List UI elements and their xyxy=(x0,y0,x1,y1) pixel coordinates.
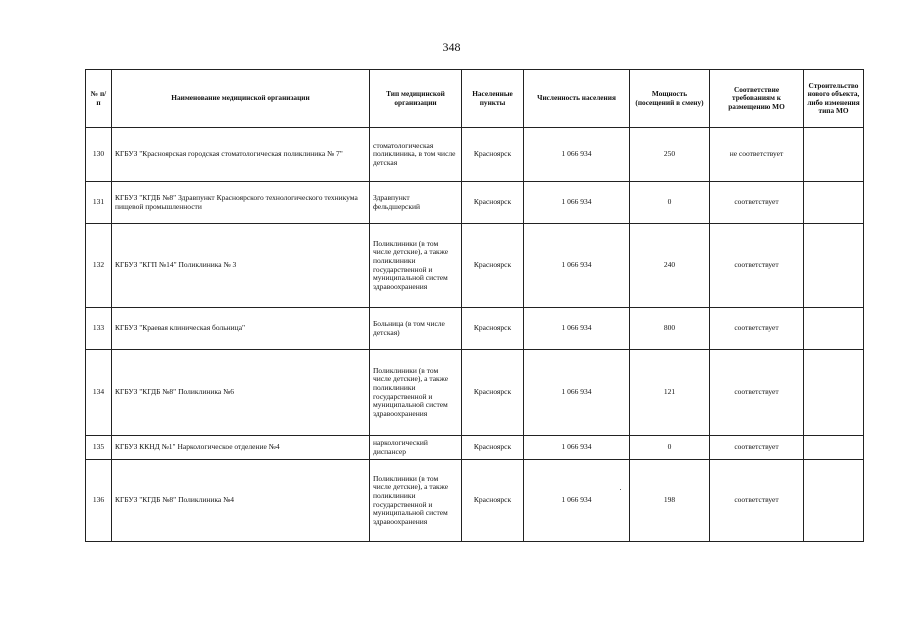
cell-name: КГБУЗ "КГДБ №8" Здравпункт Красноярского технологического техникума пищевой промышленности xyxy=(112,182,370,224)
cell-construction xyxy=(804,224,864,308)
cell-construction xyxy=(804,182,864,224)
table-row xyxy=(86,182,864,224)
header-population: Численность населения xyxy=(524,70,630,128)
cell-population: 1 066 934 xyxy=(524,460,630,542)
cell-num: 132 xyxy=(86,224,112,308)
table-row xyxy=(86,308,864,350)
cell-locality: Красноярск xyxy=(462,308,524,350)
table-row xyxy=(86,350,864,436)
cell-type: Здравпункт фельдшерский xyxy=(370,182,462,224)
header-locality: Населенные пункты xyxy=(462,70,524,128)
cell-type: Поликлиники (в том числе детские), а также поликлиники государственной и муниципальной систем здравоохранения xyxy=(370,224,462,308)
cell-compliance: соответствует xyxy=(710,436,804,460)
cell-compliance: соответствует xyxy=(710,350,804,436)
cell-locality: Красноярск xyxy=(462,224,524,308)
cell-type: стоматологическая поликлиника, в том числе детская xyxy=(370,128,462,182)
header-type: Тип медицинской организации xyxy=(370,70,462,128)
medical-organizations-table xyxy=(85,69,864,542)
header-name: Наименование медицинской организации xyxy=(112,70,370,128)
cell-num: 134 xyxy=(86,350,112,436)
cell-locality: Красноярск xyxy=(462,182,524,224)
cell-capacity: 198 xyxy=(630,460,710,542)
cell-population: 1 066 934 xyxy=(524,182,630,224)
table-row xyxy=(86,128,864,182)
cell-capacity: 240 xyxy=(630,224,710,308)
cell-type: Больница (в том числе детская) xyxy=(370,308,462,350)
header-row xyxy=(86,70,864,128)
cell-population: 1 066 934 xyxy=(524,128,630,182)
cell-locality: Красноярск xyxy=(462,460,524,542)
header-compliance: Соответствие требованиям к размещению МО xyxy=(710,70,804,128)
cell-name: КГБУЗ "КГДБ №8" Поликлиника №6 xyxy=(112,350,370,436)
cell-locality: Красноярск xyxy=(462,350,524,436)
header-capacity: Мощность (посещений в смену) xyxy=(630,70,710,128)
cell-compliance: соответствует xyxy=(710,308,804,350)
cell-construction xyxy=(804,350,864,436)
cell-population: 1 066 934 xyxy=(524,436,630,460)
scan-speck xyxy=(620,489,621,490)
cell-capacity: 0 xyxy=(630,182,710,224)
cell-locality: Красноярск xyxy=(462,128,524,182)
table-row xyxy=(86,436,864,460)
page-number: 348 xyxy=(442,40,461,54)
cell-population: 1 066 934 xyxy=(524,350,630,436)
cell-num: 133 xyxy=(86,308,112,350)
cell-population: 1 066 934 xyxy=(524,224,630,308)
cell-name: КГБУЗ "КГП №14" Поликлиника № 3 xyxy=(112,224,370,308)
cell-name: КГБУЗ "КГДБ №8" Поликлиника №4 xyxy=(112,460,370,542)
cell-compliance: не соответствует xyxy=(710,128,804,182)
cell-capacity: 0 xyxy=(630,436,710,460)
cell-compliance: соответствует xyxy=(710,460,804,542)
cell-population: 1 066 934 xyxy=(524,308,630,350)
table-row xyxy=(86,460,864,542)
cell-type: наркологический диспансер xyxy=(370,436,462,460)
cell-name: КГБУЗ ККНД №1" Наркологическое отделение №4 xyxy=(112,436,370,460)
cell-type: Поликлиники (в том числе детские), а также поликлиники государственной и муниципальной систем здравоохранения xyxy=(370,350,462,436)
cell-compliance: соответствует xyxy=(710,224,804,308)
cell-name: КГБУЗ "Краевая клиническая больница" xyxy=(112,308,370,350)
cell-capacity: 800 xyxy=(630,308,710,350)
cell-capacity: 121 xyxy=(630,350,710,436)
cell-construction xyxy=(804,436,864,460)
cell-num: 135 xyxy=(86,436,112,460)
cell-construction xyxy=(804,128,864,182)
cell-compliance: соответствует xyxy=(710,182,804,224)
cell-name: КГБУЗ "Красноярская городская стоматологическая поликлиника № 7" xyxy=(112,128,370,182)
cell-type: Поликлиники (в том числе детские), а также поликлиники государственной и муниципальной систем здравоохранения xyxy=(370,460,462,542)
cell-locality: Красноярск xyxy=(462,436,524,460)
cell-num: 136 xyxy=(86,460,112,542)
cell-num: 130 xyxy=(86,128,112,182)
header-construction: Строительство нового объекта, либо изменения типа МО xyxy=(804,70,864,128)
table-row xyxy=(86,224,864,308)
cell-construction xyxy=(804,460,864,542)
cell-num: 131 xyxy=(86,182,112,224)
header-num: № п/п xyxy=(86,70,112,128)
cell-construction xyxy=(804,308,864,350)
cell-capacity: 250 xyxy=(630,128,710,182)
